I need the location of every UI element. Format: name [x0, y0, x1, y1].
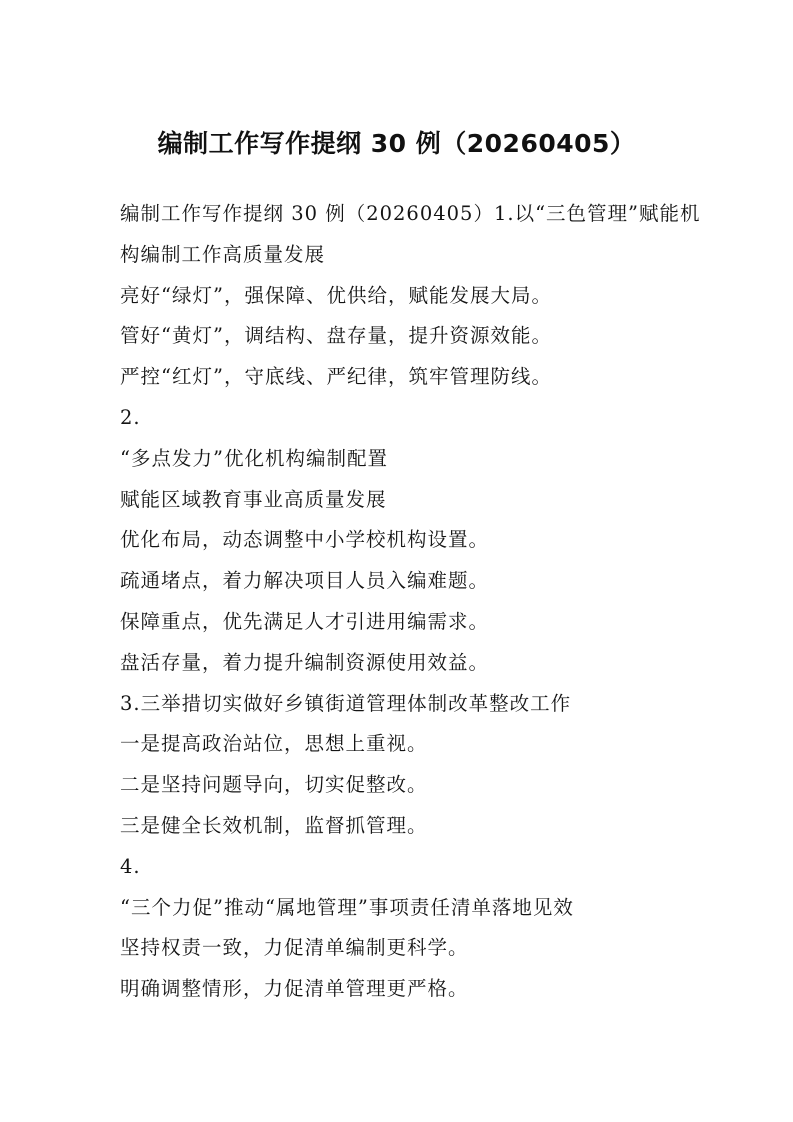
body-line: 一是提高政治站位，思想上重视。 — [120, 732, 428, 756]
body-line: 3.三举措切实做好乡镇街道管理体制改革整改工作 — [120, 691, 572, 715]
body-line: 三是健全长效机制，监督抓管理。 — [120, 813, 428, 837]
body-line: 赋能区域教育事业高质量发展 — [120, 487, 387, 511]
body-line: 疏通堵点，着力解决项目人员入编难题。 — [120, 569, 490, 593]
body-line: 管好“黄灯”，调结构、盘存量，提升资源效能。 — [120, 324, 552, 348]
body-line: 构编制工作高质量发展 — [120, 242, 326, 266]
body-line: 亮好“绿灯”，强保障、优供给，赋能发展大局。 — [120, 283, 552, 307]
document-title: 编制工作写作提纲 30 例（20260405） — [157, 129, 636, 158]
body-line: 2. — [120, 405, 141, 429]
body-line: 坚持权责一致，力促清单编制更科学。 — [120, 936, 469, 960]
body-line: 明确调整情形，力促清单管理更严格。 — [120, 977, 469, 1001]
body-line: 编制工作写作提纲 30 例（20260405）1.以“三色管理”赋能机 — [120, 202, 701, 225]
document-body — [120, 194, 701, 1010]
body-line: 优化布局，动态调整中小学校机构设置。 — [120, 528, 490, 552]
body-line: 盘活存量，着力提升编制资源使用效益。 — [120, 650, 490, 674]
body-line: 严控“红灯”，守底线、严纪律，筑牢管理防线。 — [120, 365, 552, 389]
body-line: “多点发力”优化机构编制配置 — [120, 446, 388, 470]
body-line: “三个力促”推动“属地管理”事项责任清单落地见效 — [120, 895, 574, 919]
body-line: 保障重点，优先满足人才引进用编需求。 — [120, 609, 490, 633]
body-line: 4. — [120, 854, 141, 878]
body-line: 二是坚持问题导向，切实促整改。 — [120, 773, 428, 797]
